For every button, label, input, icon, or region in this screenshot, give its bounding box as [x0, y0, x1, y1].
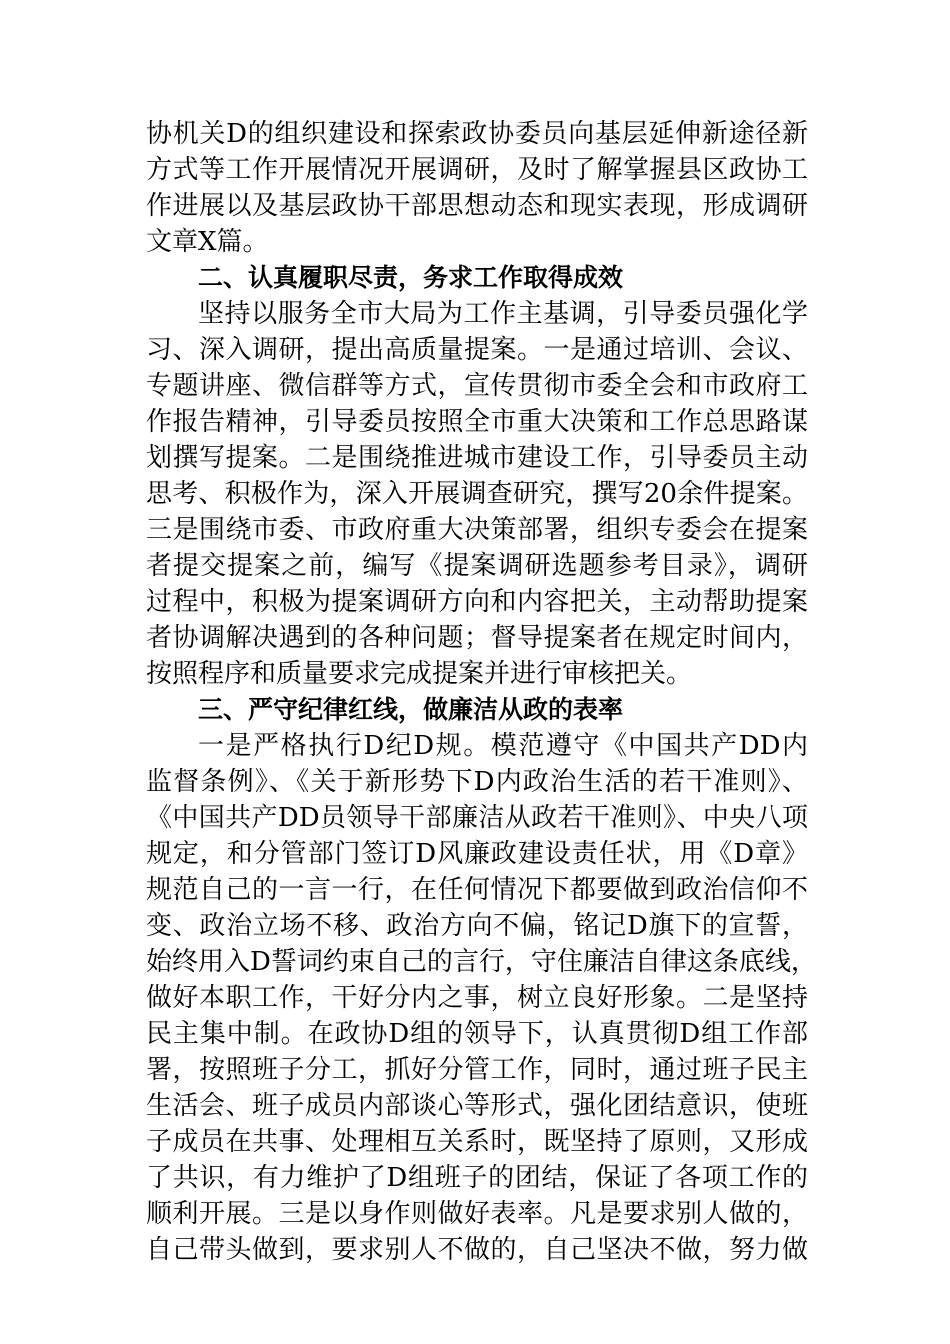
text-line: 作报告精神，引导委员按照全市重大决策和工作总思路谋 [146, 407, 808, 437]
text-line: 方式等工作开展情况开展调研，及时了解掌握县区政协工 [146, 155, 808, 185]
text-line: 《中国共产DD员领导干部廉洁从政若干准则》、中央八项 [146, 803, 808, 833]
text-line: 生活会、班子成员内部谈心等形式，强化团结意识，使班 [146, 1091, 808, 1121]
text-line: 规定，和分管部门签订D风廉政建设责任状，用《D章》 [146, 839, 808, 869]
text-line: 者协调解决遇到的各种问题；督导提案者在规定时间内， [146, 623, 808, 653]
text-line: 专题讲座、微信群等方式，宣传贯彻市委全会和市政府工 [146, 371, 808, 401]
text-line: 了共识，有力维护了D组班子的团结，保证了各项工作的 [146, 1163, 808, 1193]
section-heading: 二、认真履职尽责，务求工作取得成效 [198, 263, 624, 292]
text-line: 文章X篇。 [146, 227, 269, 257]
text-line: 一是严格执行D纪D规。模范遵守《中国共产DD内 [198, 731, 808, 761]
text-line: 按照程序和质量要求完成提案并进行审核把关。 [146, 659, 693, 689]
text-line: 署，按照班子分工，抓好分管工作，同时，通过班子民主 [146, 1055, 808, 1085]
text-line: 作进展以及基层政协干部思想动态和现实表现，形成调研 [146, 191, 808, 221]
text-line: 划撰写提案。二是围绕推进城市建设工作，引导委员主动 [146, 443, 808, 473]
text-line: 变、政治立场不移、政治方向不偏，铭记D旗下的宣誓， [146, 911, 808, 941]
text-line: 做好本职工作，干好分内之事，树立良好形象。二是坚持 [146, 983, 808, 1013]
section-heading: 三、严守纪律红线，做廉洁从政的表率 [198, 695, 624, 724]
text-line: 思考、积极作为，深入开展调查研究，撰写20余件提案。 [146, 479, 808, 509]
text-line: 协机关D的组织建设和探索政协委员向基层延伸新途径新 [146, 119, 808, 149]
text-line: 规范自己的一言一行，在任何情况下都要做到政治信仰不 [146, 875, 808, 905]
document-body [146, 116, 817, 1268]
text-line: 民主集中制。在政协D组的领导下，认真贯彻D组工作部 [146, 1019, 808, 1049]
text-line: 始终用入D誓词约束自己的言行，守住廉洁自律这条底线， [146, 947, 817, 977]
text-line: 者提交提案之前，编写《提案调研选题参考目录》，调研 [146, 551, 808, 581]
text-line: 监督条例》、《关于新形势下D内政治生活的若干准则》、 [146, 767, 808, 797]
text-line: 顺利开展。三是以身作则做好表率。凡是要求别人做的， [146, 1199, 808, 1229]
text-line: 三是围绕市委、市政府重大决策部署，组织专委会在提案 [146, 515, 808, 545]
text-line: 习、深入调研，提出高质量提案。一是通过培训、会议、 [146, 335, 808, 365]
text-line: 自己带头做到，要求别人不做的，自己坚决不做，努力做 [146, 1235, 808, 1265]
text-line: 子成员在共事、处理相互关系时，既坚持了原则，又形成 [146, 1127, 808, 1157]
text-line: 过程中，积极为提案调研方向和内容把关，主动帮助提案 [146, 587, 808, 617]
text-line: 坚持以服务全市大局为工作主基调，引导委员强化学 [198, 299, 808, 329]
